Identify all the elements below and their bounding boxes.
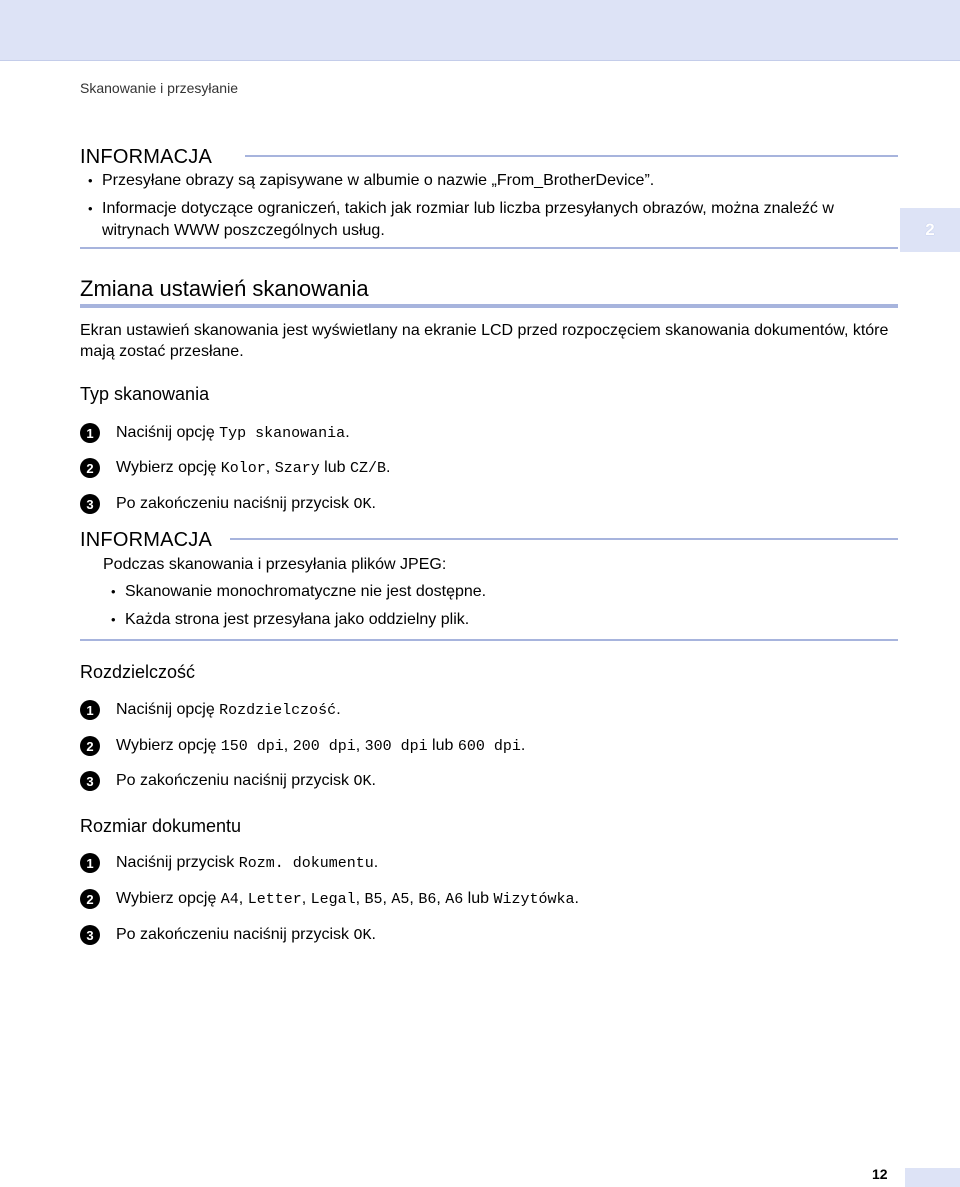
step-number: 2 <box>80 458 100 478</box>
step: 3 Po zakończeniu naciśnij przycisk OK . <box>80 493 376 515</box>
chapter-number: 2 <box>925 220 935 239</box>
subsection-title: Rozmiar dokumentu <box>80 816 242 836</box>
step: 3 Po zakończeniu naciśnij przycisk OK . <box>80 924 376 946</box>
page-number: 12 <box>872 1166 888 1182</box>
step-number: 1 <box>80 853 100 873</box>
step: 2 Wybierz opcję Kolor , Szary lub CZ/B . <box>80 457 390 479</box>
step: 1 Naciśnij przycisk Rozm. dokumentu . <box>80 852 378 874</box>
section-intro: Ekran ustawień skanowania jest wyświetlany na ekranie LCD przed rozpoczęciem skanowania dokumentów, które mają zostać przesłane. <box>80 322 889 360</box>
step-number: 3 <box>80 771 100 791</box>
step-number: 1 <box>80 423 100 443</box>
step: 1 Naciśnij opcję Typ skanowania . <box>80 422 350 444</box>
note-list <box>80 170 880 248</box>
subsection-title: Rozdzielczość <box>80 662 196 682</box>
note-rule <box>245 155 898 157</box>
note-rule <box>230 538 898 540</box>
step-number: 1 <box>80 700 100 720</box>
step: 2 Wybierz opcję 150 dpi , 200 dpi , 300 dpi lub 600 dpi . <box>80 735 525 757</box>
note-item: • Informacje dotyczące ograniczeń, takich jak rozmiar lub liczba przesyłanych obrazów, można znaleźć w witrynach WWW poszczególnych usług. <box>80 198 880 242</box>
note-end-rule <box>80 247 898 249</box>
subsection-title: Typ skanowania <box>80 384 210 404</box>
note-item: • Przesyłane obrazy są zapisywane w albumie o nazwie „From_BrotherDevice”. <box>80 170 880 192</box>
note-item: • Każda strona jest przesyłana jako oddzielny plik. <box>103 609 883 631</box>
top-band <box>0 0 960 61</box>
section-rule <box>80 304 898 308</box>
step: 1 Naciśnij opcję Rozdzielczość . <box>80 699 341 721</box>
running-header: Skanowanie i przesyłanie <box>80 80 238 96</box>
note-item: • Skanowanie monochromatyczne nie jest dostępne. <box>103 581 883 603</box>
note-intro: Podczas skanowania i przesyłania plików JPEG: <box>103 556 447 573</box>
chapter-tab <box>900 208 960 252</box>
note-title: INFORMACJA <box>80 529 212 551</box>
step-number: 3 <box>80 494 100 514</box>
step-number: 3 <box>80 925 100 945</box>
note-list <box>103 581 883 637</box>
note-end-rule <box>80 639 898 641</box>
step-number: 2 <box>80 889 100 909</box>
page-number-tab <box>905 1168 960 1187</box>
step: 2 Wybierz opcję A4 , Letter , Legal , B5 , A5 , B6 , A6 lub Wizytówka . <box>80 888 579 910</box>
section-title: Zmiana ustawień skanowania <box>80 276 369 301</box>
step-number: 2 <box>80 736 100 756</box>
note-title: INFORMACJA <box>80 146 212 168</box>
step: 3 Po zakończeniu naciśnij przycisk OK . <box>80 770 376 792</box>
